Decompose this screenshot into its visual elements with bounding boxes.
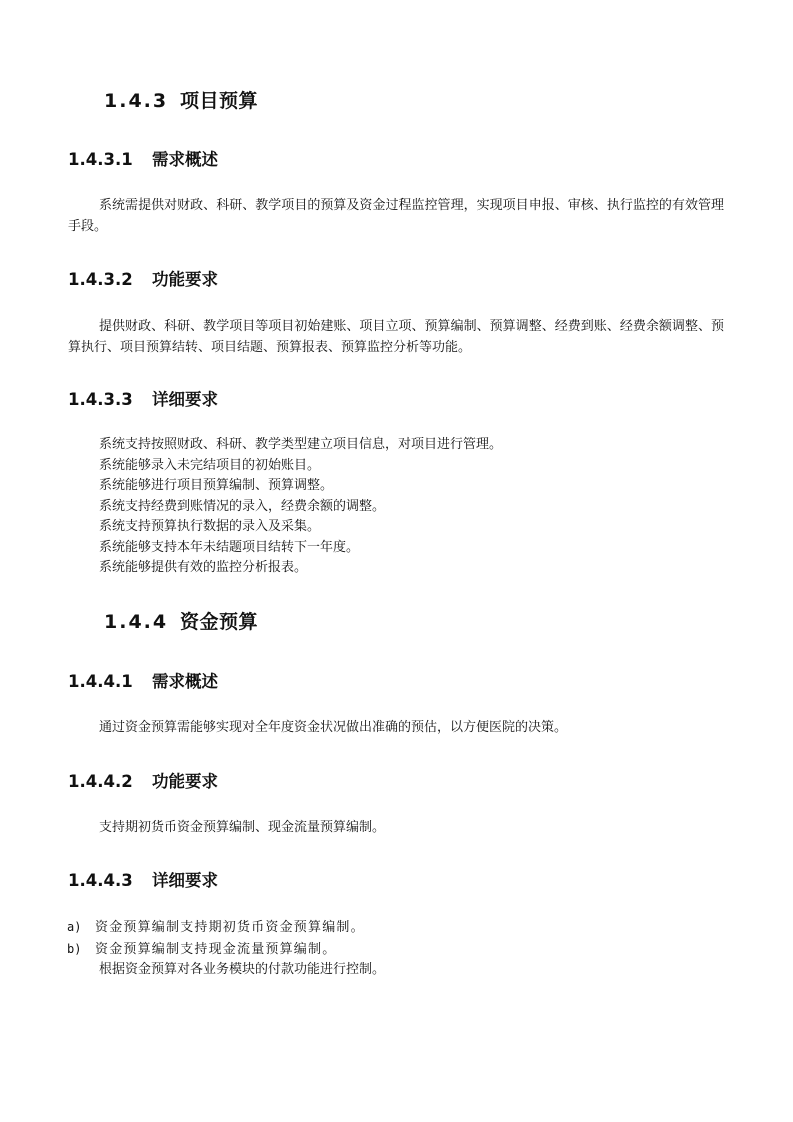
subsection-title: 功能要求 xyxy=(152,772,218,791)
list-item xyxy=(67,939,385,961)
subsection-heading xyxy=(68,266,218,290)
list-item: 系统能够录入未完结项目的初始账目。 xyxy=(99,457,321,473)
subsection-heading xyxy=(68,768,218,792)
subsection-number: 1.4.3.2 xyxy=(68,270,133,289)
list-item xyxy=(67,960,385,981)
list-item-text: 资金预算编制支持现金流量预算编制。 xyxy=(95,941,337,957)
subsection-title: 详细要求 xyxy=(152,871,218,890)
subsection-number: 1.4.4.1 xyxy=(68,672,133,691)
list-item: 系统能够支持本年未结题项目结转下一年度。 xyxy=(99,539,360,555)
list-item: 系统能够进行项目预算编制、预算调整。 xyxy=(99,478,334,493)
paragraph: 提供财政、科研、教学项目等项目初始建账、项目立项、预算编制、预算调整、经费到账、经费余额调整、预算执行、项目预算结转、项目结题、预算报表、预算监控分析等功能。 xyxy=(68,319,724,355)
section-number: 1.4.4 xyxy=(104,611,169,633)
section-title: 项目预算 xyxy=(180,90,259,112)
list-item: 系统支持经费到账情况的录入，经费余额的调整。 xyxy=(99,498,386,514)
list-marker: b) xyxy=(67,941,82,956)
subsection-number: 1.4.3.1 xyxy=(68,150,133,169)
subsection-heading xyxy=(68,146,218,170)
paragraph: 通过资金预算需能够实现对全年度资金状况做出准确的预估，以方便医院的决策。 xyxy=(99,720,568,735)
list-item-text: 资金预算编制支持期初货币资金预算编制。 xyxy=(95,920,365,935)
subsection-number: 1.4.3.3 xyxy=(68,390,133,409)
section-heading xyxy=(104,86,258,113)
subsection-heading xyxy=(68,668,218,692)
list-item: 系统支持预算执行数据的录入及采集。 xyxy=(99,519,321,534)
list-item xyxy=(67,917,385,939)
subsection-number: 1.4.4.3 xyxy=(68,871,133,890)
subsection-heading xyxy=(68,386,218,410)
subsection-title: 需求概述 xyxy=(152,150,218,169)
section-title: 资金预算 xyxy=(180,611,259,633)
paragraph: 系统需提供对财政、科研、教学项目的预算及资金过程监控管理，实现项目申报、审核、执行监控的有效管理手段。 xyxy=(68,198,724,234)
list-item: 系统支持按照财政、科研、教学类型建立项目信息，对项目进行管理。 xyxy=(99,437,503,452)
list-item: 系统能够提供有效的监控分析报表。 xyxy=(99,560,308,575)
list-item-text: 根据资金预算对各业务模块的付款功能进行控制。 xyxy=(99,962,386,977)
subsection-title: 详细要求 xyxy=(152,390,218,409)
subsection-title: 需求概述 xyxy=(152,672,218,691)
subsection-title: 功能要求 xyxy=(152,270,218,289)
list-marker: a) xyxy=(67,920,82,934)
section-number: 1.4.3 xyxy=(104,90,169,112)
paragraph: 支持期初货币资金预算编制、现金流量预算编制。 xyxy=(99,820,386,835)
requirement-list xyxy=(67,917,385,981)
section-heading xyxy=(104,607,258,634)
requirement-list xyxy=(99,435,502,579)
subsection-heading xyxy=(68,867,218,891)
subsection-number: 1.4.4.2 xyxy=(68,772,133,791)
